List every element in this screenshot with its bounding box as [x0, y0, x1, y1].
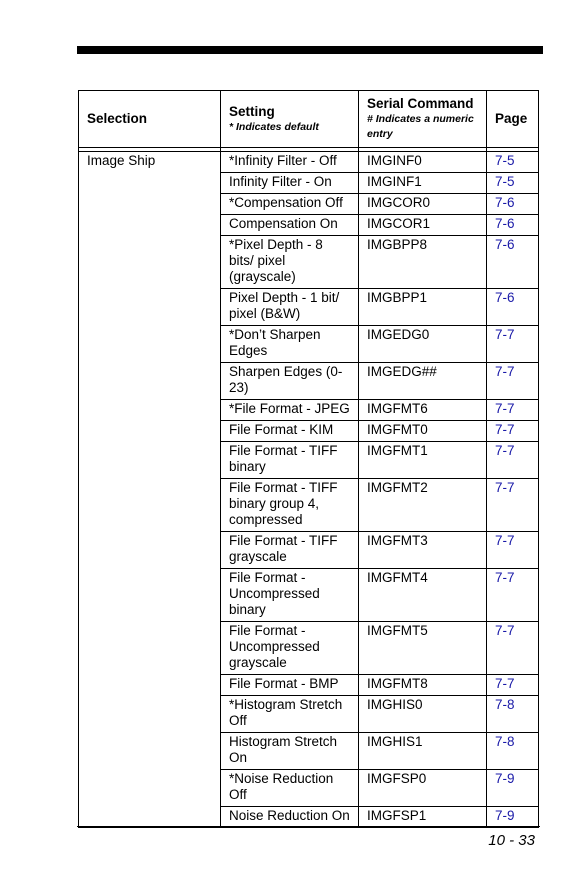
setting-cell: File Format - Uncompressed binary: [221, 569, 359, 622]
serial-command-header: [359, 91, 487, 148]
serial-command-cell: IMGBPP1: [359, 289, 487, 326]
serial-command-header-note: # Indicates a numeric entry: [367, 113, 474, 140]
serial-command-cell: IMGBPP8: [359, 236, 487, 289]
serial-command-cell: IMGEDG##: [359, 363, 487, 400]
page-link[interactable]: 7-6: [495, 195, 515, 210]
page-link[interactable]: 7-7: [495, 443, 515, 458]
page-number: 10 - 33: [488, 832, 535, 849]
serial-command-cell: IMGFSP0: [359, 770, 487, 807]
serial-command-cell: IMGCOR1: [359, 215, 487, 236]
setting-cell: File Format - TIFF binary: [221, 442, 359, 479]
setting-header-note: * Indicates default: [229, 120, 319, 133]
page-cell: [487, 421, 539, 442]
page-header-label: Page: [495, 111, 528, 126]
page-cell: [487, 236, 539, 289]
page-cell: [487, 479, 539, 532]
page-cell: [487, 622, 539, 675]
setting-cell: *Compensation Off: [221, 194, 359, 215]
setting-cell: Pixel Depth - 1 bit/ pixel (B&W): [221, 289, 359, 326]
page-link[interactable]: 7-7: [495, 623, 515, 638]
page-link[interactable]: 7-7: [495, 533, 515, 548]
page-cell: [487, 215, 539, 236]
page-cell: [487, 733, 539, 770]
page-link[interactable]: 7-7: [495, 422, 515, 437]
serial-command-cell: IMGFMT0: [359, 421, 487, 442]
page-cell: [487, 400, 539, 421]
setting-cell: Histogram Stretch On: [221, 733, 359, 770]
page-cell: [487, 173, 539, 194]
page-link[interactable]: 7-9: [495, 771, 515, 786]
setting-cell: *Histogram Stretch Off: [221, 696, 359, 733]
page-cell: [487, 532, 539, 569]
serial-command-cell: IMGFSP1: [359, 807, 487, 828]
setting-cell: *Pixel Depth - 8 bits/ pixel (grayscale): [221, 236, 359, 289]
page-link[interactable]: 7-9: [495, 808, 515, 823]
page-link[interactable]: 7-6: [495, 237, 515, 252]
page-link[interactable]: 7-8: [495, 734, 515, 749]
page-cell: [487, 807, 539, 828]
setting-cell: File Format - TIFF grayscale: [221, 532, 359, 569]
setting-header-label: Setting: [229, 103, 275, 119]
serial-command-cell: IMGFMT1: [359, 442, 487, 479]
serial-command-cell: IMGFMT8: [359, 675, 487, 696]
selection-header: [79, 91, 221, 148]
setting-header: [221, 91, 359, 148]
page-cell: [487, 675, 539, 696]
table-header-row: [79, 91, 539, 148]
page-cell: [487, 152, 539, 173]
serial-command-header-label: Serial Command: [367, 96, 474, 111]
page-link[interactable]: 7-5: [495, 153, 515, 168]
setting-cell: *Don’t Sharpen Edges: [221, 326, 359, 363]
page-cell: [487, 696, 539, 733]
page-link[interactable]: 7-7: [495, 364, 515, 379]
serial-command-cell: IMGCOR0: [359, 194, 487, 215]
serial-command-cell: IMGINF1: [359, 173, 487, 194]
page-cell: [487, 569, 539, 622]
setting-cell: Sharpen Edges (0-23): [221, 363, 359, 400]
setting-cell: *File Format - JPEG: [221, 400, 359, 421]
page-link[interactable]: 7-7: [495, 401, 515, 416]
serial-command-cell: IMGHIS0: [359, 696, 487, 733]
page-cell: [487, 194, 539, 215]
top-rule: [77, 46, 543, 54]
page-cell: [487, 289, 539, 326]
table-row: [79, 152, 539, 173]
page-cell: [487, 363, 539, 400]
page-header: [487, 91, 539, 148]
page-link[interactable]: 7-7: [495, 676, 515, 691]
serial-command-cell: IMGFMT5: [359, 622, 487, 675]
setting-cell: File Format - TIFF binary group 4, compressed: [221, 479, 359, 532]
serial-command-table: [78, 90, 539, 828]
setting-cell: File Format - Uncompressed grayscale: [221, 622, 359, 675]
page-cell: [487, 326, 539, 363]
page-link[interactable]: 7-6: [495, 290, 515, 305]
setting-cell: Compensation On: [221, 215, 359, 236]
bottom-rule: [77, 826, 540, 827]
selection-header-label: Selection: [87, 111, 148, 126]
selection-cell: Image Ship: [79, 152, 221, 828]
page-link[interactable]: 7-6: [495, 216, 515, 231]
setting-cell: File Format - BMP: [221, 675, 359, 696]
serial-command-cell: IMGHIS1: [359, 733, 487, 770]
page-link[interactable]: 7-7: [495, 570, 515, 585]
serial-command-cell: IMGINF0: [359, 152, 487, 173]
setting-cell: *Infinity Filter - Off: [221, 152, 359, 173]
page-link[interactable]: 7-7: [495, 480, 515, 495]
setting-cell: Infinity Filter - On: [221, 173, 359, 194]
setting-cell: *Noise Reduction Off: [221, 770, 359, 807]
page-link[interactable]: 7-7: [495, 327, 515, 342]
serial-command-cell: IMGFMT6: [359, 400, 487, 421]
serial-command-cell: IMGFMT4: [359, 569, 487, 622]
table-body: [79, 148, 539, 828]
setting-cell: File Format - KIM: [221, 421, 359, 442]
serial-command-cell: IMGFMT3: [359, 532, 487, 569]
page-link[interactable]: 7-5: [495, 174, 515, 189]
page-link[interactable]: 7-8: [495, 697, 515, 712]
serial-command-cell: IMGEDG0: [359, 326, 487, 363]
page-cell: [487, 770, 539, 807]
page-cell: [487, 442, 539, 479]
serial-command-cell: IMGFMT2: [359, 479, 487, 532]
setting-cell: Noise Reduction On: [221, 807, 359, 828]
